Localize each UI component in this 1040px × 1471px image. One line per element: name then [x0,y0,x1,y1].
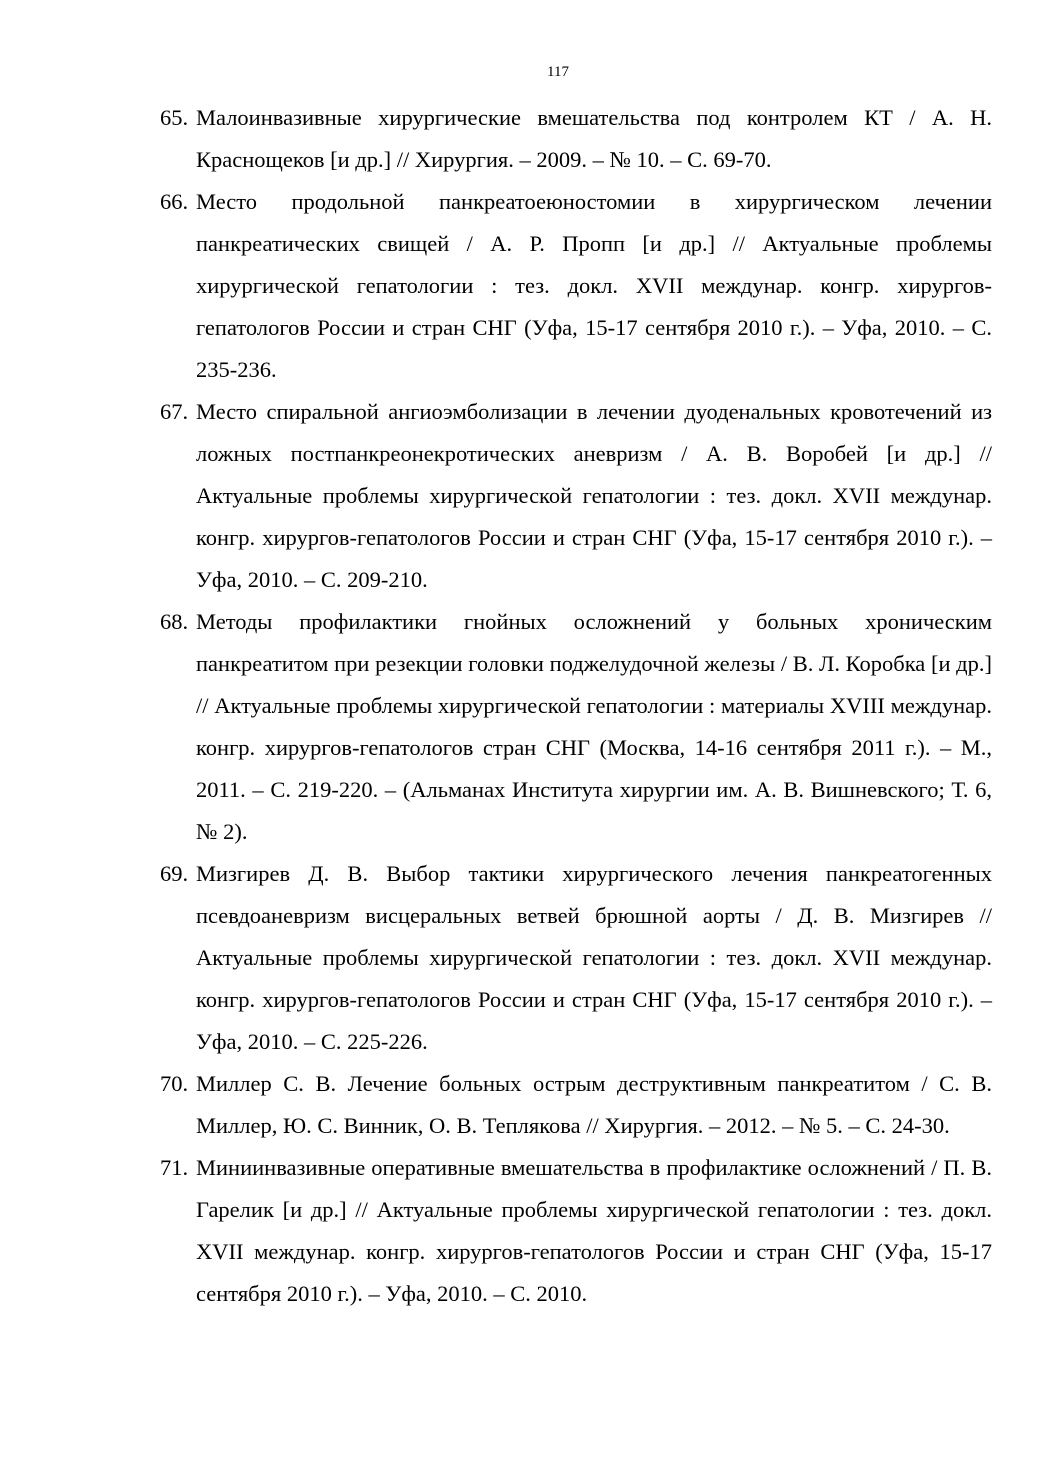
reference-number: 69. [160,861,189,886]
reference-item [160,97,992,181]
reference-item [160,1063,992,1147]
reference-number: 67. [160,399,189,424]
reference-text: Миллер С. В. Лечение больных острым деструктивным панкреатитом / С. В. Миллер, Ю. С. Винник, О. В. Теплякова // Хирургия. – 2012. – № 5. – С. 24-30. [196,1071,992,1138]
reference-item [160,1147,992,1315]
reference-list [160,97,992,1315]
reference-item [160,601,992,853]
reference-text: Место спиральной ангиоэмболизации в лечении дуоденальных кровотечений из ложных постпанкреонекротических аневризм / А. В. Воробей [и др.] // Актуальные проблемы хирургической гепатологии : тез. докл. XVII междунар. конгр. хирургов-гепатологов России и стран СНГ (Уфа, 15-17 сентября 2010 г.). – Уфа, 2010. – С. 209-210. [196,399,992,592]
reference-text: Малоинвазивные хирургические вмешательства под контролем КТ / А. Н. Краснощеков [и др.] // Хирургия. – 2009. – № 10. – С. 69-70. [196,105,992,172]
reference-text: Мизгирев Д. В. Выбор тактики хирургического лечения панкреатогенных псевдоаневризм висцеральных ветвей брюшной аорты / Д. В. Мизгирев // Актуальные проблемы хирургической гепатологии : тез. докл. XVII междунар. конгр. хирургов-гепатологов России и стран СНГ (Уфа, 15-17 сентября 2010 г.). – Уфа, 2010. – С. 225-226. [196,861,992,1054]
reference-item [160,181,992,391]
reference-text: Методы профилактики гнойных осложнений у больных хроническим панкреатитом при резекции головки поджелудочной железы / В. Л. Коробка [и др.] // Актуальные проблемы хирургической гепатологии : материалы XVIII междунар. конгр. хирургов-гепатологов стран СНГ (Москва, 14-16 сентября 2011 г.). – М., 2011. – С. 219-220. – (Альманах Института хирургии им. А. В. Вишневского; Т. 6, № 2). [196,609,992,844]
reference-number: 65. [160,105,189,130]
reference-number: 66. [160,189,189,214]
reference-number: 70. [160,1071,189,1096]
reference-item [160,391,992,601]
reference-text: Миниинвазивные оперативные вмешательства в профилактике осложнений / П. В. Гарелик [и др.] // Актуальные проблемы хирургической гепатологии : тез. докл. XVII междунар. конгр. хирургов-гепатологов России и стран СНГ (Уфа, 15-17 сентября 2010 г.). – Уфа, 2010. – С. 2010. [196,1155,992,1306]
reference-text: Место продольной панкреатоеюностомии в хирургическом лечении панкреатических свищей / А. Р. Пропп [и др.] // Актуальные проблемы хирургической гепатологии : тез. докл. XVII междунар. конгр. хирургов-гепатологов России и стран СНГ (Уфа, 15-17 сентября 2010 г.). – Уфа, 2010. – С. 235-236. [196,189,992,382]
page-number: 117 [547,64,569,80]
reference-number: 71. [160,1155,189,1180]
reference-item [160,853,992,1063]
reference-number: 68. [160,609,189,634]
